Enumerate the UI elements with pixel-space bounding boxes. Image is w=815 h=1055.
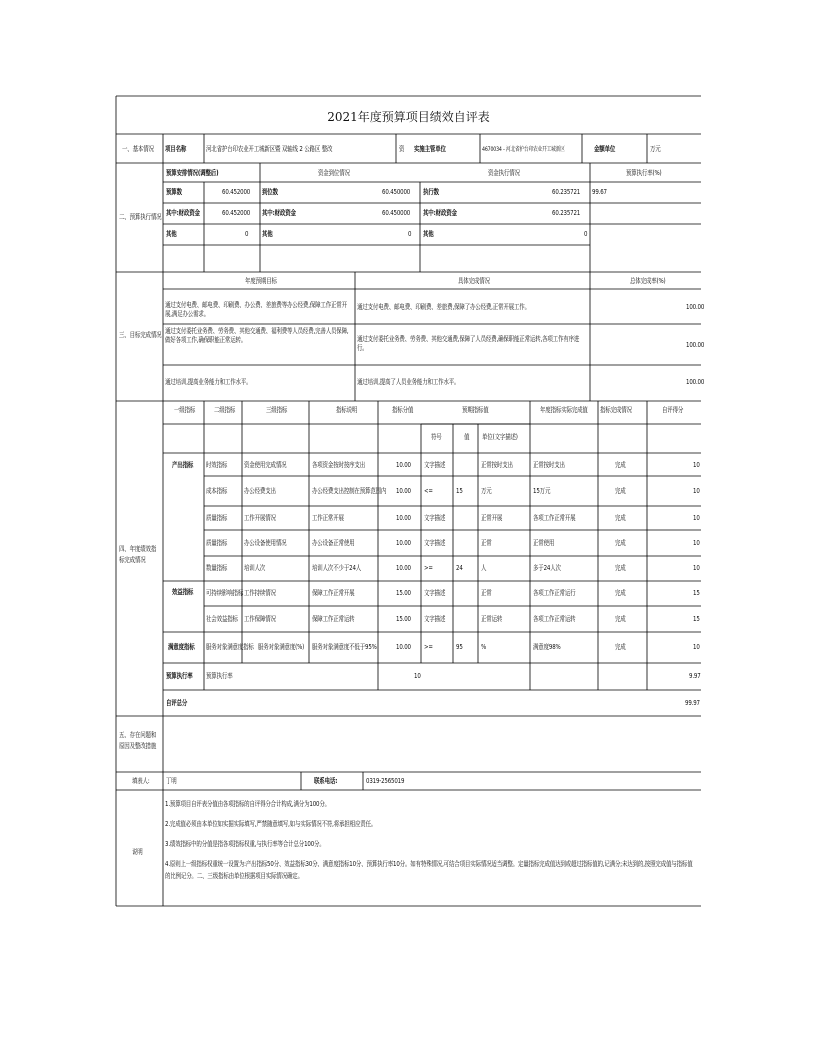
ind-row-actual: 正常按时支出 xyxy=(533,461,565,469)
ind-row-l3: 办公设备使用情况 xyxy=(244,539,287,547)
ind-row-weight: 10.00 xyxy=(396,487,411,495)
ind-row-score: 15 xyxy=(693,615,700,623)
budget-row-planned: 60.452000 xyxy=(222,188,251,196)
ind-row-status: 完成 xyxy=(615,615,626,623)
ind-row-status: 完成 xyxy=(615,589,626,597)
ind-row-unit: 正常 xyxy=(481,539,492,547)
ind-header-weight: 指标分值 xyxy=(392,406,414,414)
budget-row-rate: 99.67 xyxy=(592,188,607,196)
ind-row-l2: 可持续影响指标 xyxy=(206,589,244,597)
filler-name: 丁明 xyxy=(166,777,177,785)
budget-col2-header: 资金到位情况 xyxy=(318,169,350,177)
ind-header-l2: 二级指标 xyxy=(214,406,236,414)
ind-row-actual: 各项工作正常开展 xyxy=(533,514,576,522)
ind-row-value: 15 xyxy=(456,487,463,495)
total-score-label: 自评总分 xyxy=(166,699,188,707)
ind-row-unit: 正常开展 xyxy=(481,514,503,522)
budget-row-received: 60.450000 xyxy=(382,188,411,196)
budget-row-mid-label: 其他 xyxy=(262,230,273,238)
ind-row-actual: 正常使用 xyxy=(533,539,555,547)
ind-row-l3: 工作持续情况 xyxy=(244,589,276,597)
ind-row-l2: 成本指标 xyxy=(206,487,228,495)
ind-row-score: 10 xyxy=(693,643,700,651)
ind-row-sign: 文字描述 xyxy=(424,461,446,469)
ind-header-desc: 指标说明 xyxy=(336,406,358,414)
ind-header-actual: 年度指标实际完成值 xyxy=(540,406,588,414)
goal-plan: 通过支付委托业务费、劳务费、其他交通费、福利费等人员经费,完善人员保障,做好各项工作,确保职能正常运转。 xyxy=(165,327,349,344)
goal-rate: 100.00 xyxy=(686,341,705,349)
ind-row-sign: 文字描述 xyxy=(424,539,446,547)
ind-row-desc: 服务对象满意度不低于95% xyxy=(312,643,377,651)
total-score-value: 99.97 xyxy=(685,699,700,707)
ind-row-desc: 办公经费支出控制在预算范围内 xyxy=(312,487,387,495)
budget-col3-header: 资金执行情况 xyxy=(488,169,520,177)
budget-row-label: 其他 xyxy=(166,230,177,238)
phone-label: 联系电话: xyxy=(314,777,338,785)
project-name-suffix: 资 xyxy=(399,145,405,153)
ind-row-unit: 正常按时支出 xyxy=(481,461,513,469)
ind-row-score: 10 xyxy=(693,461,700,469)
ind-row-weight: 10.00 xyxy=(396,461,411,469)
ind-row-l3: 服务对象满意度(%) xyxy=(258,643,305,651)
ind-header-status: 指标完成情况 xyxy=(600,406,632,414)
exec-rate-desc: 预算执行率 xyxy=(206,672,233,680)
ind-row-value: 95 xyxy=(456,643,463,651)
goals-col1-header: 年度预期目标 xyxy=(245,277,277,285)
ind-header-l1: 一级指标 xyxy=(174,406,196,414)
ind-row-desc: 各项资金按时按序支出 xyxy=(312,461,366,469)
ind-row-l3: 培训人次 xyxy=(244,564,266,572)
ind-row-desc: 保障工作正常开展 xyxy=(312,589,355,597)
filler-label: 填表人: xyxy=(132,777,150,785)
budget-row-exec-label: 执行数 xyxy=(423,188,439,196)
budget-row-label: 预算数 xyxy=(166,188,182,196)
goal-plan: 通过支付电费、邮电费、印刷费、办公费、差旅费等办公经费,保障工作正常开展,满足办公需求。 xyxy=(165,301,347,318)
budget-row-mid-label: 到位数 xyxy=(262,188,278,196)
budget-col4-header: 预算执行率(%) xyxy=(626,169,662,177)
note-line: 3.绩效指标中的分值是指各项指标权重,与执行率等合计总分100分。 xyxy=(165,840,325,848)
ind-row-weight: 10.00 xyxy=(396,539,411,547)
ind-row-actual: 15万元 xyxy=(533,487,551,495)
note-line: 2.完成值必须由本单位如实据实际填写,严禁随意填写,如与实际情况不符,将承担相应责任。 xyxy=(165,820,377,828)
ind-header-expected: 预期指标值 xyxy=(462,406,489,414)
ind-row-l2: 社会效益指标 xyxy=(206,615,238,623)
ind-row-l2: 服务对象满意度指标 xyxy=(206,643,254,651)
ind-row-weight: 10.00 xyxy=(396,643,411,651)
ind-row-unit: 正常 xyxy=(481,589,492,597)
impl-unit-label: 实施主管单位 xyxy=(414,145,446,153)
budget-row-exec-label: 其中:财政资金 xyxy=(423,209,457,217)
ind-row-weight: 10.00 xyxy=(396,564,411,572)
ind-row-l2: 时效指标 xyxy=(206,461,228,469)
ind-header-value: 值 xyxy=(464,433,470,441)
ind-row-unit: 人 xyxy=(481,564,487,572)
ind-row-weight: 10.00 xyxy=(396,514,411,522)
budget-row-mid-label: 其中:财政资金 xyxy=(262,209,296,217)
ind-row-status: 完成 xyxy=(615,461,626,469)
goal-rate: 100.00 xyxy=(686,303,705,311)
ind-header-sign: 符号 xyxy=(431,433,442,441)
budget-row-label: 其中:财政资金 xyxy=(166,209,200,217)
phone-value: 0319-2565019 xyxy=(366,777,405,785)
budget-col1-header: 预算安排情况(调整后) xyxy=(166,169,219,177)
ind-row-unit: 万元 xyxy=(481,487,492,495)
ind-row-sign: 文字描述 xyxy=(424,514,446,522)
ind-row-status: 完成 xyxy=(615,564,626,572)
section-indicators-label: 四、年度绩效指标完成情况 xyxy=(119,545,157,564)
ind-row-weight: 15.00 xyxy=(396,589,411,597)
note-line: 1.预算项目自评表分值由各项指标的自评得分合计构成,满分为100分。 xyxy=(165,800,330,808)
project-name-label: 项目名称 xyxy=(165,145,187,153)
impl-unit-value: 4670034 - 河北省护台印农业开工城新区 xyxy=(482,146,565,153)
ind-header-unit: 单位(文字描述) xyxy=(482,433,518,441)
ind-row-sign: 文字描述 xyxy=(424,615,446,623)
section-goals-label: 三、目标完成情况 xyxy=(119,331,162,339)
section-basic-label: 一、基本情况 xyxy=(122,145,154,153)
ind-row-sign: >= xyxy=(424,643,433,651)
goals-col3-header: 总体完成率(%) xyxy=(630,277,666,285)
goal-done: 通过支付电费、邮电费、印刷费、差旅费,保障了办公经费,正常开展工作。 xyxy=(357,303,530,311)
budget-row-exec-label: 其他 xyxy=(423,230,434,238)
ind-row-score: 10 xyxy=(693,487,700,495)
budget-row-received: 0 xyxy=(408,230,412,238)
budget-row-executed: 0 xyxy=(584,230,588,238)
goal-plan: 通过培训,提高业务能力和工作水平。 xyxy=(165,378,252,386)
budget-row-executed: 60.235721 xyxy=(552,188,581,196)
ind-row-actual: 多于24人次 xyxy=(533,564,561,572)
ind-row-sign: 文字描述 xyxy=(424,589,446,597)
exec-rate-score: 9.97 xyxy=(689,672,701,680)
ind-row-l2: 质量指标 xyxy=(206,514,228,522)
budget-row-planned: 60.452000 xyxy=(222,209,251,217)
ind-row-sign: <= xyxy=(424,487,433,495)
ind-row-desc: 工作正常开展 xyxy=(312,514,344,522)
ind-row-status: 完成 xyxy=(615,487,626,495)
section-budget-label: 二、预算执行情况 xyxy=(119,213,162,221)
ind-row-value: 24 xyxy=(456,564,463,572)
amount-unit-value: 万元 xyxy=(650,145,661,153)
ind-row-actual: 各项工作正常运转 xyxy=(533,615,576,623)
exec-rate-weight: 10 xyxy=(414,672,421,680)
note-line: 4.原则上一级指标权重统一设置为:产出指标50分、效益指标30分、满意度指标10分、预算执行率10分。如有特殊情况,可结合项目实际情况适当调整。定量指标完成值达到或超过指标值的,记满分;未达到的,按照完成值与指标值的比例记分。二、三级指标由单位根据项目实际情况确定。 xyxy=(165,860,693,880)
goal-done: 通过培训,提高了人员业务能力和工作水平。 xyxy=(357,378,460,386)
goal-rate: 100.00 xyxy=(686,378,705,386)
ind-row-l3: 资金使用完成情况 xyxy=(244,461,287,469)
ind-l1-output: 产出指标 xyxy=(172,461,194,469)
amount-unit-label: 金额单位 xyxy=(594,145,616,153)
notes-label: 说明 xyxy=(132,848,143,856)
budget-row-executed: 60.235721 xyxy=(552,209,581,217)
ind-row-score: 10 xyxy=(693,514,700,522)
ind-row-status: 完成 xyxy=(615,643,626,651)
goal-done: 通过支付委托业务费、劳务费、其他交通费,保障了人员经费,确保职能正常运转,各项工作有序进行。 xyxy=(357,335,580,352)
goals-col2-header: 具体完成情况 xyxy=(458,277,490,285)
budget-row-planned: 0 xyxy=(245,230,249,238)
ind-row-desc: 保障工作正常运转 xyxy=(312,615,355,623)
ind-header-l3: 三级指标 xyxy=(266,406,288,414)
ind-l1-satisfaction: 满意度指标 xyxy=(168,643,195,651)
ind-row-desc: 办公设备正常使用 xyxy=(312,539,355,547)
ind-row-score: 10 xyxy=(693,539,700,547)
ind-row-l3: 工作开展情况 xyxy=(244,514,276,522)
ind-row-desc: 培训人次不少于24人 xyxy=(312,564,362,572)
ind-row-l3: 工作保障情况 xyxy=(244,615,276,623)
ind-row-score: 10 xyxy=(693,564,700,572)
ind-row-unit: 正常运转 xyxy=(481,615,503,623)
ind-header-score: 自评得分 xyxy=(662,406,684,414)
ind-row-l3: 办公经费支出 xyxy=(244,487,276,495)
ind-row-actual: 满意度98% xyxy=(533,643,561,651)
ind-row-weight: 15.00 xyxy=(396,615,411,623)
ind-row-actual: 各项工作正常运行 xyxy=(533,589,576,597)
ind-row-l2: 质量指标 xyxy=(206,539,228,547)
ind-l1-benefit: 效益指标 xyxy=(172,588,194,596)
page-title: 2021年度预算项目绩效自评表 xyxy=(327,110,490,124)
section-problems-label: 五、存在问题和原因及整改措施 xyxy=(119,731,157,750)
ind-row-status: 完成 xyxy=(615,539,626,547)
ind-row-sign: >= xyxy=(424,564,433,572)
project-name-value: 河北省护台印农业开工城新区暨 双轴线 2 公路区 整改 xyxy=(206,145,333,153)
ind-row-unit: % xyxy=(481,643,487,651)
ind-row-status: 完成 xyxy=(615,514,626,522)
ind-row-l2: 数量指标 xyxy=(206,564,228,572)
budget-row-received: 60.450000 xyxy=(382,209,411,217)
exec-rate-label: 预算执行率 xyxy=(166,672,193,680)
ind-row-score: 15 xyxy=(693,589,700,597)
